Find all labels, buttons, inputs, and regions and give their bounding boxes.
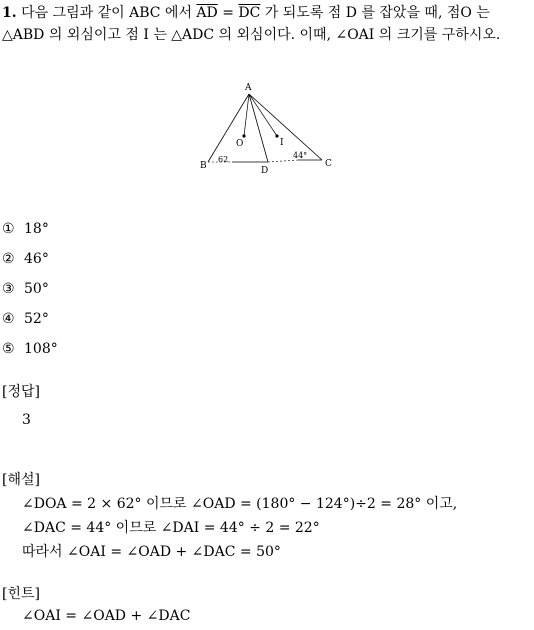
segment-ad-line: [249, 94, 268, 162]
choice-2[interactable]: [2, 248, 58, 278]
triangle-figure: [198, 82, 338, 177]
question-text-part1: 다음 그림과 같이 ABC 에서: [21, 5, 197, 21]
segment-dc: $\overline{DC}$: [238, 5, 261, 21]
point-i: [275, 134, 278, 137]
question-number: 1.: [2, 5, 17, 21]
choice-3-mark: ③: [2, 281, 15, 297]
point-o: [242, 134, 245, 137]
choice-5[interactable]: [2, 338, 58, 368]
explanation-line-2: ∠DAC = 44° 이므로 ∠DAI = 44° ÷ 2 = 22°: [22, 520, 320, 536]
hint-body: [22, 606, 190, 630]
label-c: C: [325, 159, 332, 169]
explanation-line-3: 따라서 ∠OAI = ∠OAD + ∠DAC = 50°: [22, 544, 281, 560]
choice-2-value: 46°: [24, 251, 49, 267]
choice-3-value: 50°: [24, 281, 49, 297]
segment-ad: $\overline{AD}$: [196, 5, 218, 21]
explanation-line-1: ∠DOA = 2 × 62° 이므로 ∠OAD = (180° − 124°)÷2 = 28° 이고,: [22, 496, 458, 512]
choice-4-value: 52°: [24, 311, 49, 327]
label-d: D: [261, 166, 269, 176]
choice-4-mark: ④: [2, 311, 15, 327]
explanation-body: [22, 494, 457, 566]
side-ac: [249, 94, 322, 160]
hint-label: [힌트]: [2, 586, 40, 602]
label-b: B: [200, 161, 207, 171]
choice-1-value: 18°: [24, 221, 49, 237]
question-text-part2: 가 되도록 점 D 를 잡았을 때, 점O 는 △ABD 의 외심이고 점 I 는 △ADC 의 외심이다. 이때, ∠OAI 의 크기를 구하시오.: [2, 5, 501, 43]
choice-1[interactable]: [2, 218, 58, 248]
label-a: A: [245, 83, 252, 93]
choice-3[interactable]: [2, 278, 58, 308]
label-o: O: [236, 139, 244, 149]
choice-2-mark: ②: [2, 251, 15, 267]
label-angle-c: 44°: [293, 151, 308, 160]
explanation-label: [해설]: [2, 472, 40, 488]
question-text: [2, 2, 532, 46]
dashed-d: [268, 160, 298, 162]
equals-sign: =: [217, 5, 239, 21]
answer-label: [정답]: [2, 384, 40, 400]
label-i: I: [280, 138, 284, 148]
choice-list: [2, 218, 58, 368]
answer-value: 3: [22, 412, 31, 428]
hint-line-1: ∠OAI = ∠OAD + ∠DAC: [22, 608, 191, 624]
choice-5-mark: ⑤: [2, 341, 15, 357]
label-angle-b: 62: [218, 155, 229, 164]
side-ab: [208, 94, 249, 162]
choice-5-value: 108°: [24, 341, 58, 357]
choice-4[interactable]: [2, 308, 58, 338]
choice-1-mark: ①: [2, 221, 15, 237]
